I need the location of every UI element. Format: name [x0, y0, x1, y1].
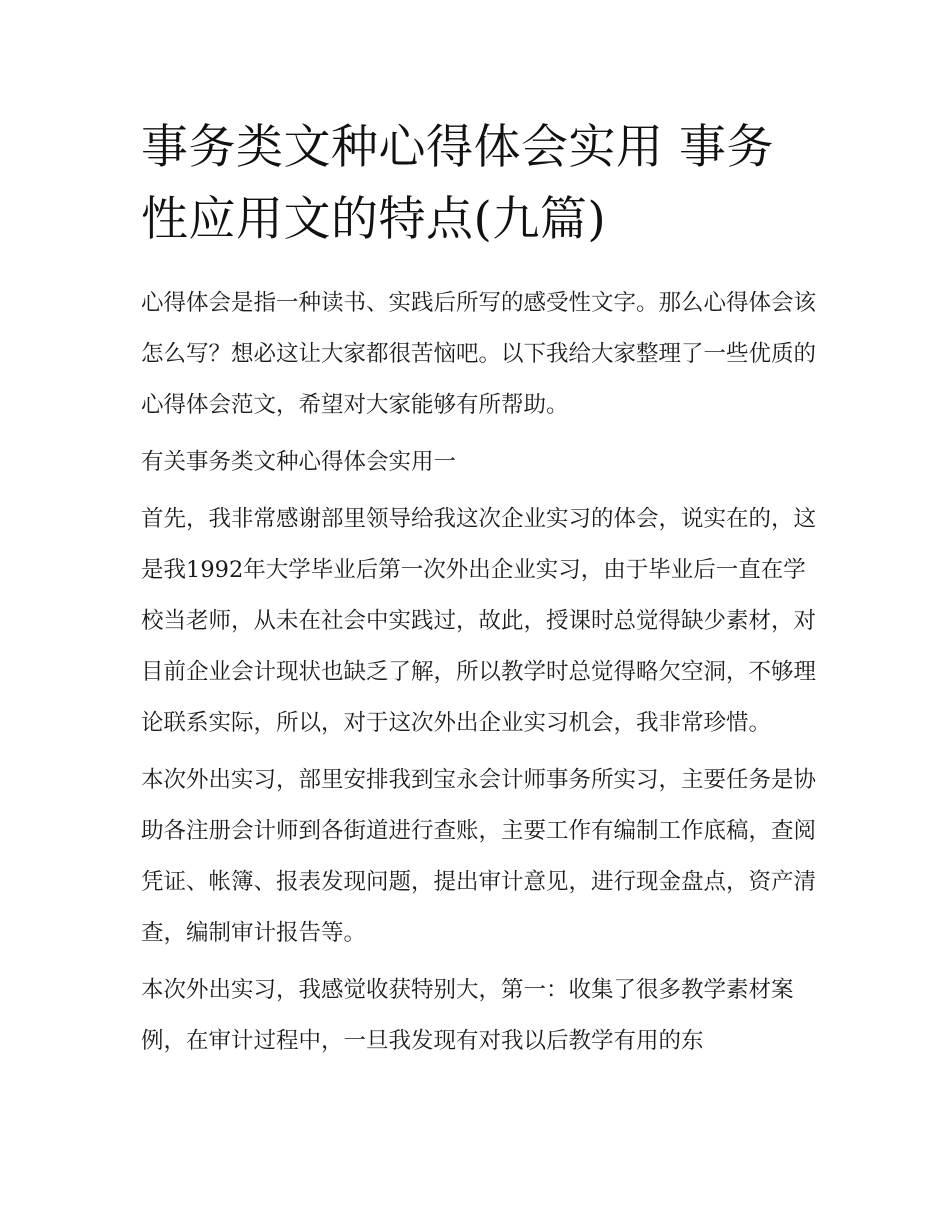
intro-paragraph: 心得体会是指一种读书、实践后所写的感受性文字。那么心得体会该怎么写？想必这让大家都很苦恼吧。以下我给大家整理了一些优质的心得体会范文，希望对大家能够有所帮助。 [141, 290, 817, 418]
body-paragraph: 本次外出实习，我感觉收获特别大，第一：收集了很多教学素材案例，在审计过程中，一旦我发现有对我以后教学有用的东 [141, 977, 794, 1054]
document-title: 事务类文种心得体会实用 事务性应用文的特点(九篇) [141, 120, 774, 247]
body-paragraph: 本次外出实习，部里安排我到宝永会计师事务所实习，主要任务是协助各注册会计师到各街道进行查账，主要工作有编制工作底稿，查阅凭证、帐簿、报表发现问题，提出审计意见，进行现金盘点，资产清查，编制审计报告等。 [141, 767, 817, 946]
section-heading: 有关事务类文种心得体会实用一 [141, 449, 457, 475]
document-body [141, 112, 821, 1073]
body-paragraph: 首先，我非常感谢部里领导给我这次企业实习的体会，说实在的，这是我1992年大学毕业后第一次外出企业实习，由于毕业后一直在学校当老师，从未在社会中实践过，故此，授课时总觉得缺少素材，对目前企业会计现状也缺乏了解，所以教学时总觉得略欠空洞，不够理论联系实际，所以，对于这次外出企业实习机会，我非常珍惜。 [141, 506, 817, 736]
